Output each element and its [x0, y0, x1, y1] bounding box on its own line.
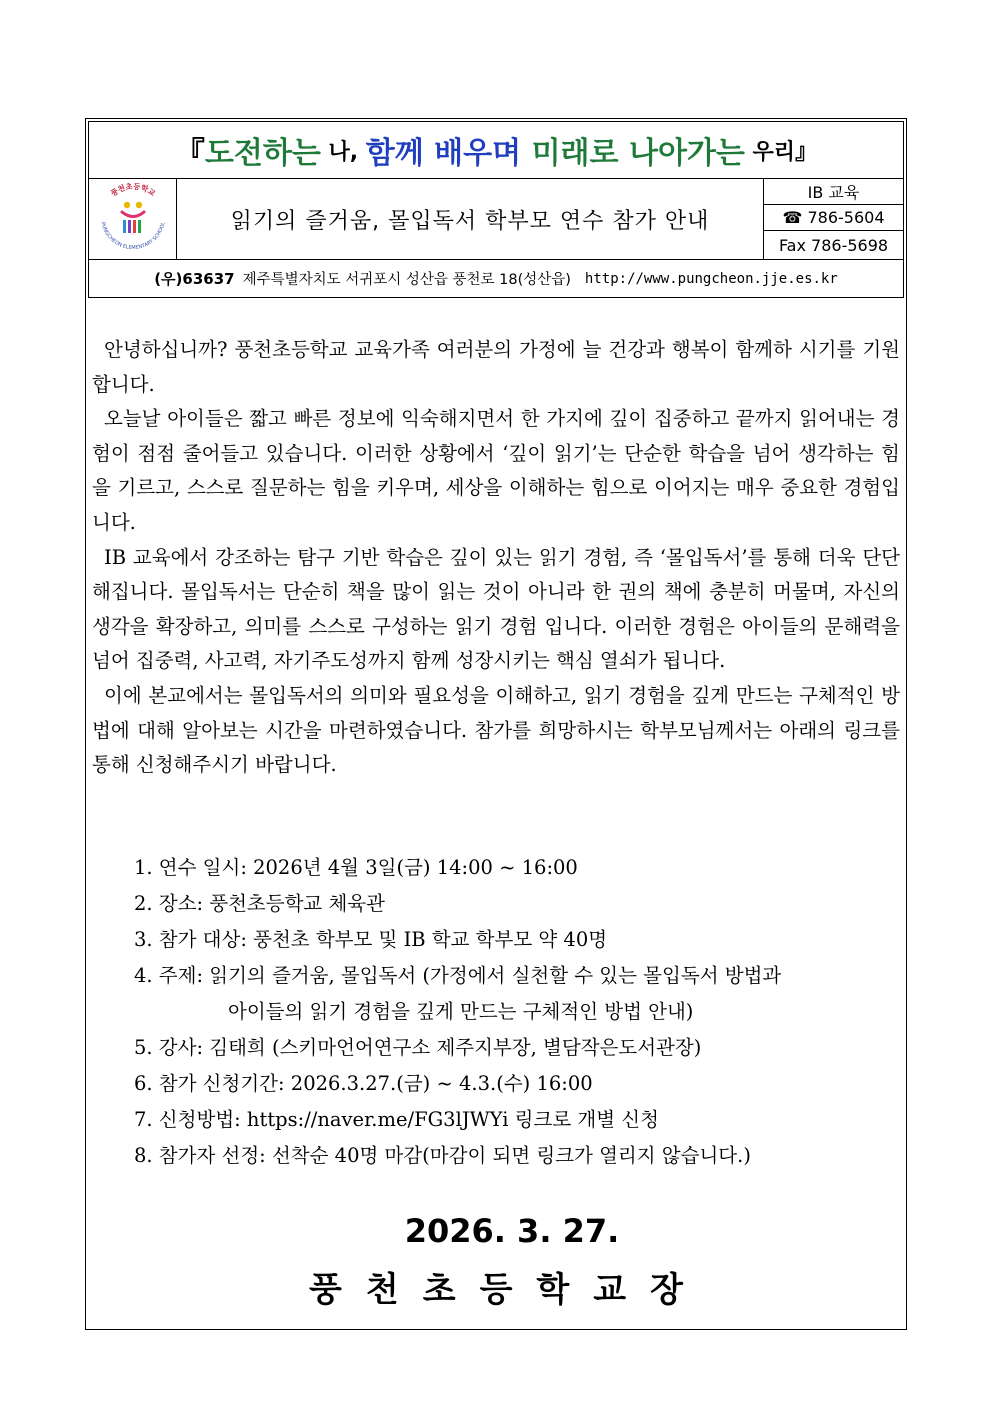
- detail-date: 1. 연수 일시: 2026년 4월 3일(금) 14:00 ~ 16:00: [134, 856, 578, 879]
- school-url[interactable]: http://www.pungcheon.jje.es.kr: [584, 270, 838, 287]
- body-line: 책에 충분히 머물며, 자신의 생각을 확장하고, 의미를 스스로 구성하는 읽기 경험: [92, 580, 900, 638]
- slogan-close-bracket: 』: [795, 139, 818, 165]
- paragraph-ib: [92, 541, 900, 679]
- body-line: 한 학습을 넘어 생각하는 힘을 기르고, 스스로 질문하는 힘을 키우며, 세상을 이해: [92, 441, 900, 500]
- body-line: 지 읽어내는 경험이 점점 줄어들고 있습니다. 이러한 상황에서 ‘깊이 읽기’는 단순: [92, 407, 900, 465]
- body-line: 안녕하십니까? 풍천초등학교 교육가족 여러분의 가정에 늘 건강과 행복이 함께하: [104, 338, 792, 361]
- slogan-part-5: 우리: [744, 139, 796, 165]
- phone-number: ☎ 786-5604: [764, 205, 903, 231]
- detail-application-period: 6. 참가 신청기간: 2026.3.27.(금) ~ 4.3.(수) 16:00: [134, 1072, 593, 1095]
- school-logo-cell: [89, 179, 177, 259]
- principal-signature: 풍천초등학교장: [309, 1270, 707, 1310]
- body-line: 입니다. 이러한 경험은 아이들의 문해력을 넘어 집중력, 사고력, 자기주도성까지: [92, 614, 901, 673]
- school-slogan: [89, 122, 903, 179]
- address-row: [89, 260, 903, 297]
- school-address: 제주특별자치도 서귀포시 성산읍 풍천로 18(성산읍): [242, 272, 571, 288]
- detail-lecturer: 5. 강사: 김태희 (스키마언어연구소 제주지부장, 별담작은도서관장): [134, 1036, 702, 1059]
- notice-title: 읽기의 즐거움, 몰입독서 학부모 연수 참가 안내: [230, 208, 710, 234]
- department: IB 교육: [764, 179, 903, 205]
- logo-text-kr: 풍천초등학교: [108, 181, 158, 199]
- slogan-part-4: 미래로 나아가는: [531, 136, 745, 171]
- postal-code: (우)63637: [154, 270, 235, 288]
- body-line: 오늘날 아이들은 짧고 빠른 정보에 익숙해지면서 한 가지에 깊이 집중하고 끝까: [104, 407, 774, 431]
- slogan-part-1: 도전하는: [204, 136, 321, 171]
- contact-info: [763, 179, 903, 259]
- detail-topic-continued: 아이들의 읽기 경험을 깊게 만드는 구체적인 방법 안내): [228, 1000, 694, 1023]
- slogan-part-2: 나,: [320, 139, 366, 165]
- paragraph-context: [92, 402, 900, 540]
- detail-audience: 3. 참가 대상: 풍천초 학부모 및 IB 학교 학부모 약 40명: [134, 928, 608, 951]
- title-row: [89, 179, 903, 260]
- slogan-part-3: 함께 배우며: [365, 136, 532, 171]
- fax-number: Fax 786-5698: [778, 235, 889, 255]
- school-logo-icon: [89, 179, 177, 259]
- body-line: 시기를 기원합니다.: [92, 338, 901, 396]
- issue-date: 2026. 3. 27.: [404, 1212, 620, 1250]
- paragraph-greeting: [92, 333, 900, 402]
- event-details: [134, 850, 909, 1174]
- body-line: 함께 성장시키는 핵심 열쇠가 됩니다.: [411, 649, 726, 673]
- letter-body: [92, 333, 900, 783]
- body-line: 이에 본교에서는 몰입독서의 의미와 필요성을 이해하고, 읽기 경험을 깊게 만드는: [104, 683, 793, 707]
- body-line: 구체적인 방법에 대해 알아보는 시간을 마련하였습니다. 참가를 희망하시는 학부모: [92, 683, 901, 742]
- svg-text:풍천초등학교: [109, 182, 158, 199]
- letterhead: [88, 121, 904, 298]
- body-line: 하는 힘으로 이어지는 매우 중요한 경험입니다.: [92, 476, 900, 534]
- body-line: IB 교육에서 강조하는 탐구 기반 학습은 깊이 있는 읽기 경험, 즉 ‘몰입독서’를: [104, 545, 767, 569]
- paragraph-invitation: [92, 679, 900, 783]
- detail-topic: 4. 주제: 읽기의 즐거움, 몰입독서 (가정에서 실천할 수 있는 몰입독서 방법과: [134, 964, 782, 987]
- detail-place: 2. 장소: 풍천초등학교 체육관: [134, 892, 385, 915]
- body-line: 님께서는 아래의 링크를 통해 신청해주시기 바랍니다.: [92, 718, 900, 777]
- body-line: 통해 더욱 단단해집니다. 몰입독서는 단순히 책을 많이 읽는 것이 아니라 한 권의: [92, 545, 901, 604]
- detail-application-method: 7. 신청방법: https://naver.me/FG3lJWYi 링크로 개별 신청: [134, 1108, 659, 1131]
- slogan-open-bracket: 『: [174, 136, 205, 171]
- detail-selection: 8. 참가자 선정: 선착순 40명 마감(마감이 되면 링크가 열리지 않습니다.): [134, 1144, 751, 1167]
- logo-text-en: PUNGCHEON ELEMENTARY SCHOOL: [99, 221, 167, 252]
